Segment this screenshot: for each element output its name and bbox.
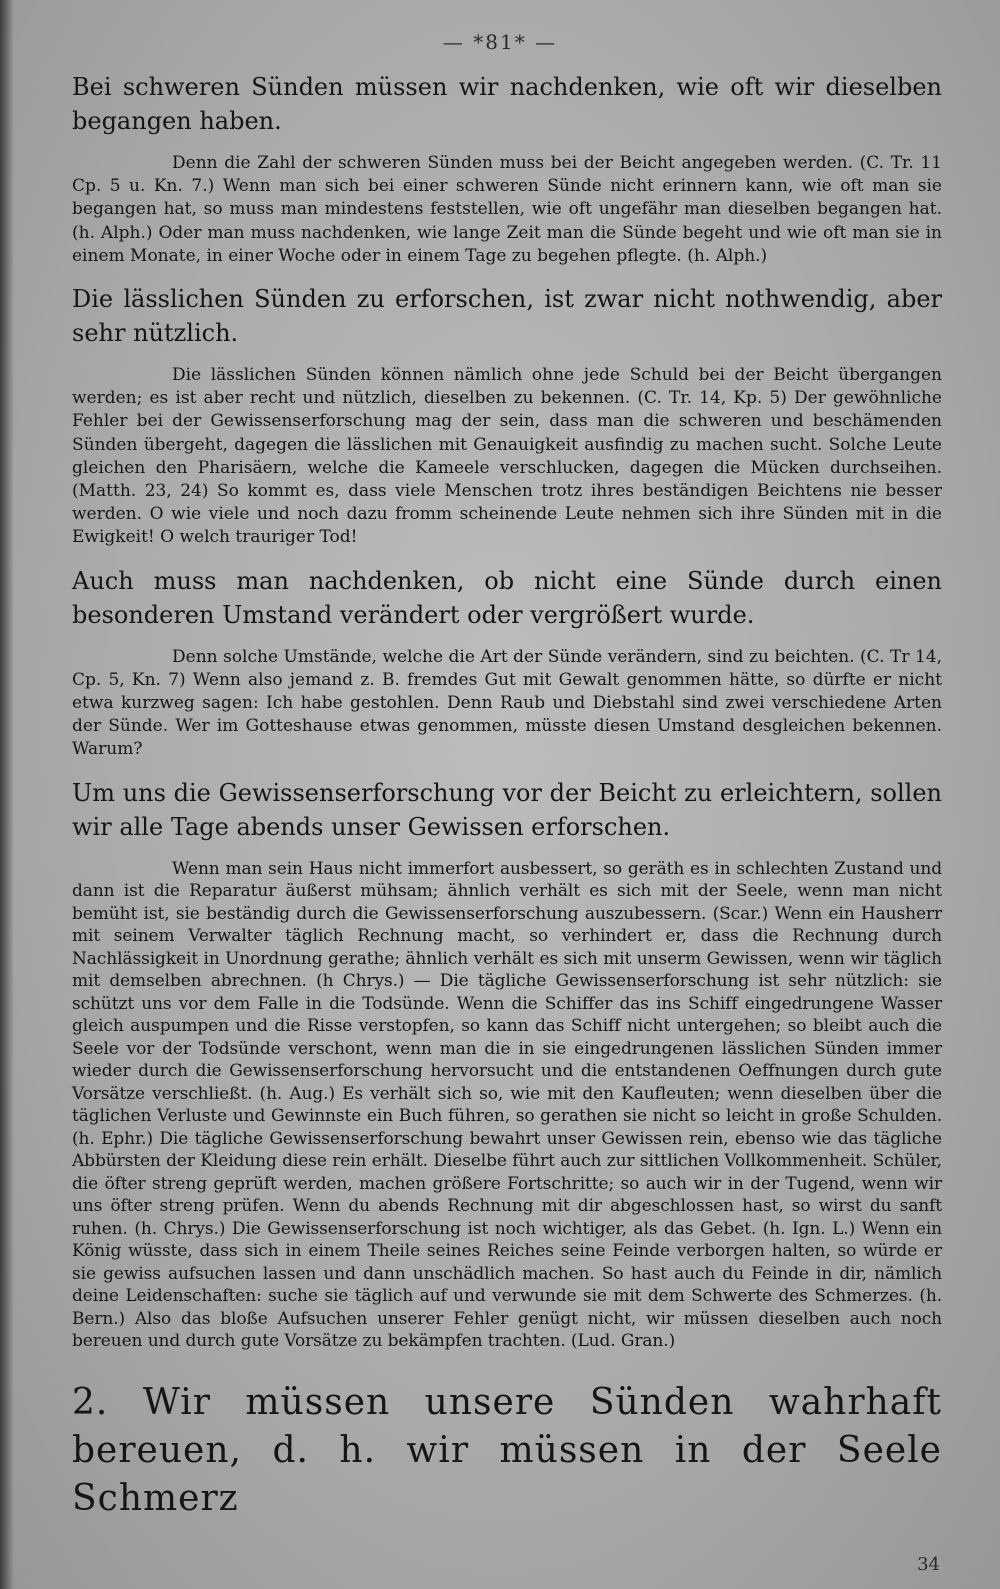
section-heading-venial-sins: Die lässlichen Sünden zu erforschen, ist zwar nicht nothwendig, aber sehr nützlich.	[72, 285, 942, 348]
page-footer-number: 34	[917, 1554, 940, 1575]
section-heading-circumstances: Auch muss man nachdenken, ob nicht eine Sünde durch einen besonderen Umstand verändert oder vergrößert wurde.	[72, 566, 942, 629]
paragraph-serious-sins: Denn die Zahl der schweren Sünden muss bei der Beicht angegeben werden. (C. Tr. 11 Cp. 5 u. Kn. 7.) Wenn man sich bei einer schweren Sünde nicht erinnern kann, wie oft man sie begangen hat, so muss man mindestens feststellen, wie oft ungefähr man dieselben begangen hat. (h. Alph.) Oder man muss nachdenken, wie lange Zeit man die Sünde begeht und wie oft man sie in einem Monate, in einer Woche oder in einem Tage zu begehen pflegte. (h. Alph.)	[72, 153, 942, 266]
paragraph-circumstances: Denn solche Umstände, welche die Art der Sünde verändern, sind zu beichten. (C. Tr 14, Cp. 5, Kn. 7) Wenn also jemand z. B. fremdes Gut mit Gewalt genommen hätte, so dürfte er nicht etwa kurzweg sagen: Ich habe gestohlen. Denn Raub und Diebstahl sind zwei verschiedene Arten der Sünde. Wer im Gotteshause etwas genommen, müsste diesen Umstand desgleichen bekennen. Warum?	[72, 646, 942, 760]
paragraph-daily-examination: Wenn man sein Haus nicht immerfort ausbessert, so geräth es in schlechten Zustand und dann ist die Reparatur äußerst mühsam; ähnlich verhält es sich mit der Seele, wenn man nicht bemüht ist, sie beständig durch die Gewissenserforschung auszubessern. (Scar.) Wenn ein Hausherr mit seinem Verwalter täglich Rechnung macht, so verhindert er, dass die Rechnung durch Nachlässigkeit in Unordnung gerathe; ähnlich verhält es sich mit unserm Gewissen, wenn wir täglich mit demselben abrechnen. (h Chrys.) — Die tägliche Gewissenserforschung ist sehr nützlich: sie schützt uns vor dem Falle in die Todsünde. Wenn die Schiffer das ins Schiff eingedrungene Wasser gleich auspumpen und die Risse verstopfen, so kann das Schiff nicht untergehen; so bleibt auch die Seele vor der Todsünde verschont, wenn man die in sie eingedrungenen lässlichen Sünden immer wieder durch die Gewissenserforschung hervorsucht und die entstandenen Oeffnungen durch gute Vorsätze verschließt. (h. Aug.) Es verhält sich so, wie mit den Kaufleuten; wenn dieselben über die täglichen Verluste und Gewinnste ein Buch führen, so gerathen sie nicht so leicht in große Schulden. (h. Ephr.) Die tägliche Gewissenserforschung bewahrt unser Gewissen rein, ebenso wie das tägliche Abbürsten der Kleidung diese rein erhält. Dieselbe führt auch zur sittlichen Vollkommenheit. Schüler, die öfter streng geprüft werden, machen größere Fortschritte; so auch wir in der Tugend, wenn wir uns öfter streng prüfen. Wenn du abends Rechnung mit dir abgeschlossen hast, so wirst du sanft ruhen. (h. Chrys.) Die Gewissenserforschung ist noch wichtiger, als das Gebet. (h. Ign. L.) Wenn ein König wüsste, dass sich in einem Theile seines Reiches seine Feinde verborgen halten, so würde er sie gewiss aufsuchen lassen und dann unschädlich machen. So hast auch du Feinde in dir, nämlich deine Leidenschaften: suche sie täglich auf und verwunde sie mit dem Schwerte des Schmerzes. (h. Bern.) Also das bloße Aufsuchen unserer Fehler genügt nicht, wir müssen dieselben auch noch bereuen und durch gute Vorsätze zu bekämpfen trachten. (Lud. Gran.)	[72, 858, 942, 1352]
page-text-body	[72, 70, 942, 1523]
section-heading-serious-sins: Bei schweren Sünden müssen wir nachdenken, wie oft wir dieselben begangen haben.	[72, 73, 942, 135]
paragraph-venial-sins: Die lässlichen Sünden können nämlich ohne jede Schuld bei der Beicht übergangen werden; es ist aber recht und nützlich, dieselben zu bekennen. (C. Tr. 14, Kp. 5) Der gewöhnliche Fehler bei der Gewissenserforschung mag der sein, dass man die schweren und beschämenden Sünden übergeht, dagegen die lässlichen mit Genauigkeit ausfindig zu machen sucht. Solche Leute gleichen den Pharisäern, welche die Kameele verschlucken, dagegen die Mücken durchseihen. (Matth. 23, 24) So kommt es, dass viele Menschen trotz ihres beständigen Beichtens nie besser werden. O wie viele und noch dazu fromm scheinende Leute nehmen sich ihre Sünden mit in die Ewigkeit! O welch trauriger Tod!	[72, 365, 942, 548]
chapter-heading-repentance: 2. Wir müssen unsere Sünden wahrhaft bereuen, d. h. wir müssen in der Seele Schmerz	[72, 1381, 942, 1519]
page-header: — *81* —	[442, 30, 558, 54]
section-heading-daily-examination: Um uns die Gewissenserforschung vor der Beicht zu erleichtern, sollen wir alle Tage abends unser Gewissen erforschen.	[72, 778, 942, 841]
